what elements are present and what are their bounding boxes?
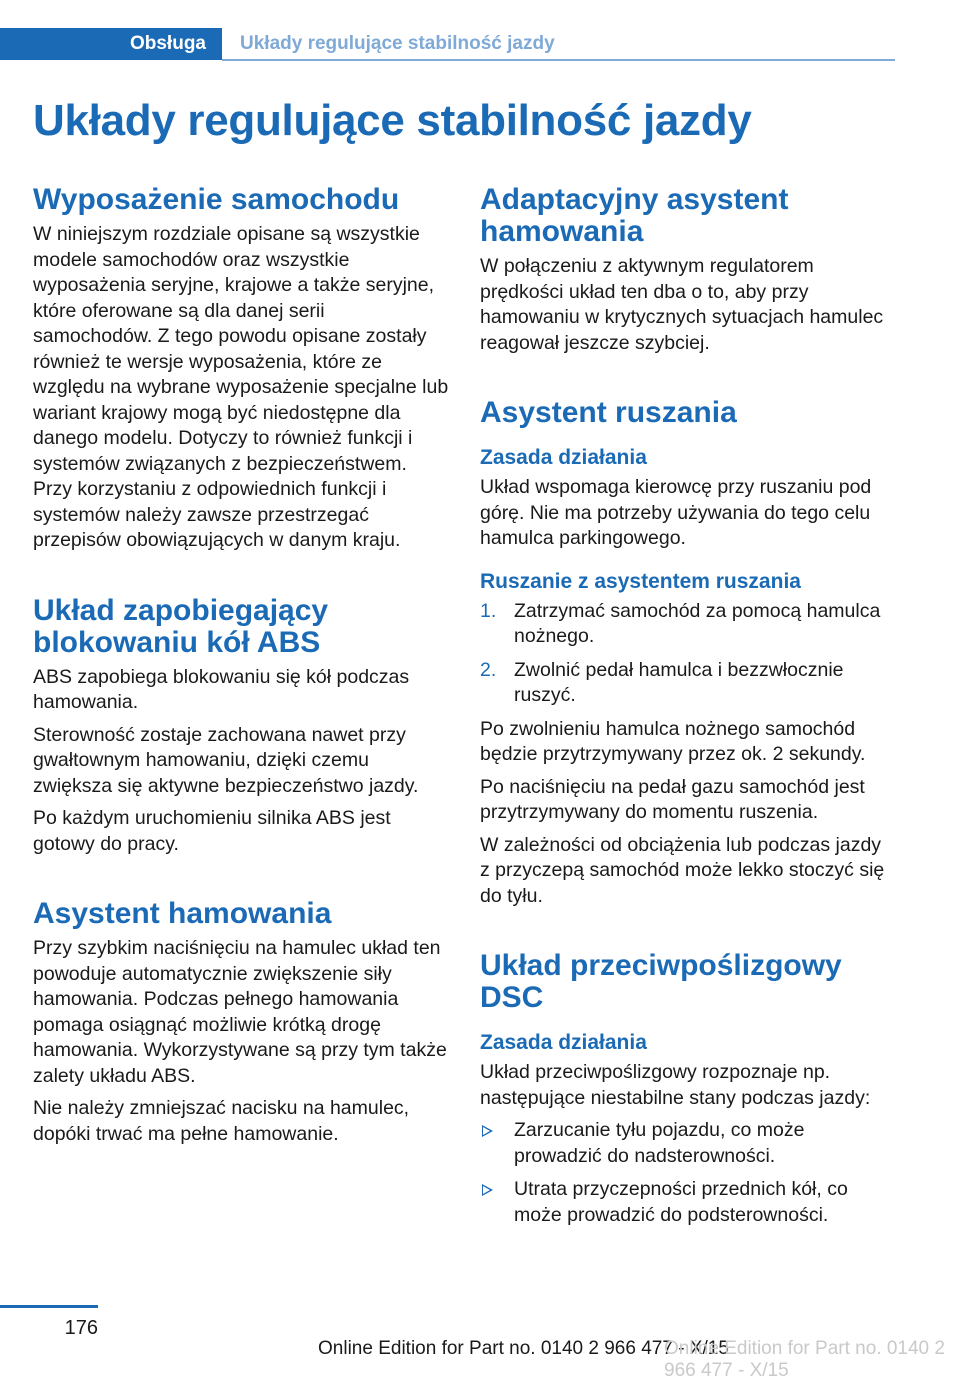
abs-heading: Układ zapobiegający blokowaniu kół ABS bbox=[33, 593, 329, 659]
brake-assist-heading: Asystent hamowania bbox=[33, 897, 332, 930]
header-rule bbox=[222, 59, 895, 61]
right-column bbox=[480, 184, 896, 1236]
list-item bbox=[480, 1118, 896, 1169]
list-item bbox=[480, 599, 896, 650]
abs-paragraph-3: Po każdym uruchomieniu silnika ABS jest gotowy do pracy. bbox=[33, 807, 391, 855]
start-steps-list bbox=[480, 599, 896, 709]
brake-assist-paragraph-2: Nie należy zmniejszać nacisku na hamulec, dopóki trwać ma pełne hamowanie. bbox=[33, 1097, 410, 1145]
page-number: 176 bbox=[64, 1317, 98, 1339]
footer-rule bbox=[0, 1305, 98, 1308]
brake-assist-paragraph-1: Przy szybkim naciśnięciu na hamulec układ ten powoduje automatycznie zwiększenie siły hamowania. Podczas pełnego hamowania pomaga osiągnąć możliwie krótką drogę hamowania. Wykorzystywane są przy tym także zalety układu ABS. bbox=[33, 937, 447, 1087]
step-number: 2. bbox=[480, 658, 497, 681]
step-text: Zatrzymać samochód za pomocą hamulca nożnego. bbox=[514, 599, 881, 647]
dsc-principle-heading: Zasada działania bbox=[480, 1031, 647, 1054]
dsc-bullet-list bbox=[480, 1118, 896, 1228]
adaptive-brake-text: W połączeniu z aktywnym regulatorem prędkości układ ten dba o to, aby przy hamowaniu w krytycznych sytuacjach hamulec reagował jeszcze szybciej. bbox=[480, 255, 884, 354]
start-with-assist-heading: Ruszanie z asystentem ruszania bbox=[480, 569, 801, 593]
start-principle-heading: Zasada działania bbox=[480, 446, 647, 469]
start-paragraph-3: W zależności od obciążenia lub podczas jazdy z przyczepą samochód może lekko stoczyć się do tyłu. bbox=[480, 833, 885, 907]
step-text: Zwolnić pedał hamulca i bezzwłocznie ruszyć. bbox=[514, 658, 844, 706]
page-title: Układy regulujące stabilność jazdy bbox=[33, 96, 752, 145]
running-header bbox=[0, 28, 895, 62]
chapter-tab: Układy regulujące stabilność jazdy bbox=[240, 33, 555, 54]
list-item bbox=[480, 658, 896, 709]
step-number: 1. bbox=[480, 599, 497, 622]
dsc-heading: Układ przeciwpoślizgowy DSC bbox=[480, 949, 842, 1014]
list-item bbox=[480, 1177, 896, 1228]
watermark: Online Edition for Part no. 0140 2 966 477 - X/15 bbox=[664, 1338, 945, 1381]
bullet-text: Utrata przyczepności przednich kół, co może prowadzić do podsterowności. bbox=[514, 1178, 848, 1226]
triangle-bullet-icon bbox=[482, 1184, 493, 1196]
section-tab: Obsługa bbox=[0, 28, 222, 60]
dsc-text: Układ przeciwpoślizgowy rozpoznaje np. następujące niestabilne stany podczas jazdy: bbox=[480, 1061, 871, 1109]
edition-note: Online Edition for Part no. 0140 2 966 477 - X/15 bbox=[318, 1338, 729, 1359]
left-column bbox=[33, 184, 449, 1154]
start-paragraph-2: Po naciśnięciu na pedał gazu samochód jest przytrzymywany do momentu ruszenia. bbox=[480, 775, 865, 823]
equipment-text: W niniejszym rozdziale opisane są wszystkie modele samochodów oraz wszystkie wyposażenia seryjne, krajowe a także seryjne, które oferowane są dla danej serii samochodów. Z tego powodu opisane zostały również te wersje wyposażenia, które ze względu na wybrane wyposażenie specjalne lub wariant krajowy mogą być niedostępne dla danego modelu. Dotyczy to również funkcji i systemów związanych z bezpieczeństwem. Przy korzystaniu z odpowiednich funkcji i systemów należy zawsze przestrzegać przepisów obowiązujących w danym kraju. bbox=[33, 223, 449, 551]
abs-paragraph-1: ABS zapobiega blokowaniu się kół podczas hamowania. bbox=[33, 665, 410, 713]
start-assist-heading: Asystent ruszania bbox=[480, 396, 737, 429]
start-paragraph-1: Po zwolnieniu hamulca nożnego samochód będzie przytrzymywany przez ok. 2 sekundy. bbox=[480, 717, 866, 765]
bullet-text: Zarzucanie tyłu pojazdu, co może prowadzić do nadsterowności. bbox=[514, 1119, 805, 1167]
adaptive-brake-heading: Adaptacyjny asystent hamowania bbox=[480, 183, 789, 248]
abs-paragraph-2: Sterowność zostaje zachowana nawet przy gwałtownym hamowaniu, dzięki czemu zwiększa się aktywne bezpieczeństwo jazdy. bbox=[33, 723, 419, 797]
triangle-bullet-icon bbox=[482, 1125, 493, 1137]
equipment-heading: Wyposażenie samochodu bbox=[33, 183, 400, 216]
start-principle-text: Układ wspomaga kierowcę przy ruszaniu pod górę. Nie ma potrzeby używania do tego celu hamulca parkingowego. bbox=[480, 476, 872, 549]
